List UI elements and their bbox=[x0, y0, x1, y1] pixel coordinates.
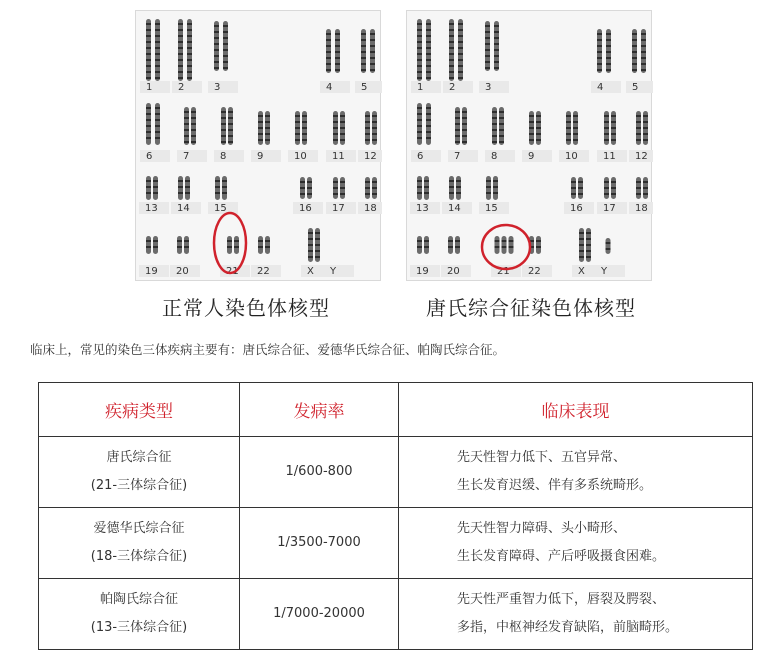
chromosome-number-label: 12 bbox=[364, 151, 377, 162]
chromosome-number-label: 15 bbox=[485, 203, 498, 214]
down-karyotype-caption: 唐氏综合征染色体核型 bbox=[426, 296, 636, 320]
chromosome-icon bbox=[155, 19, 160, 81]
chromosome-number-label: 6 bbox=[146, 151, 153, 162]
chromosome-icon bbox=[494, 21, 499, 71]
symptom-line: 先天性严重智力低下，唇裂及腭裂、 bbox=[457, 592, 666, 607]
chromosome-icon bbox=[643, 111, 648, 145]
chromosome-number-label: 3 bbox=[485, 82, 492, 93]
chromosome-number-label: 2 bbox=[178, 82, 185, 93]
chromosome-icon bbox=[215, 176, 220, 200]
symptom-cell bbox=[399, 508, 753, 579]
chromosome-icon bbox=[566, 111, 571, 145]
label-strip bbox=[355, 81, 382, 93]
symptom-line: 先天性智力低下、五官异常、 bbox=[457, 450, 627, 465]
chromosome-icon bbox=[187, 19, 192, 81]
chromosome-icon bbox=[372, 111, 377, 145]
label-strip bbox=[411, 150, 441, 162]
symptom-cell bbox=[399, 579, 753, 650]
chromosome-icon bbox=[426, 103, 431, 145]
chromosome-icon bbox=[227, 236, 232, 254]
down-karyotype-panel bbox=[406, 10, 652, 281]
chromosome-number-label: 4 bbox=[326, 82, 333, 93]
chromosome-icon bbox=[300, 177, 305, 199]
chromosome-number-label: 18 bbox=[364, 203, 377, 214]
chromosome-icon bbox=[228, 107, 233, 145]
chromosome-number-label: Y bbox=[330, 266, 337, 277]
disease-alias: (13-三体综合征) bbox=[90, 620, 188, 635]
normal-karyotype-caption: 正常人染色体核型 bbox=[162, 296, 330, 320]
incidence-cell: 1/3500-7000 bbox=[240, 508, 399, 579]
chromosome-number-label: 9 bbox=[257, 151, 264, 162]
chromosome-number-label: 18 bbox=[635, 203, 648, 214]
chromosome-icon bbox=[417, 19, 422, 81]
chromosome-icon bbox=[604, 177, 609, 199]
chromosome-icon bbox=[307, 177, 312, 199]
chromosome-icon bbox=[326, 29, 331, 73]
table-header-row bbox=[39, 383, 753, 437]
chromosome-icon bbox=[258, 236, 263, 254]
incidence-cell: 1/600-800 bbox=[240, 437, 399, 508]
chromosome-icon bbox=[177, 236, 182, 254]
chromosome-number-label: 8 bbox=[220, 151, 227, 162]
trisomy-table bbox=[38, 382, 753, 650]
chromosome-number-label: 4 bbox=[597, 82, 604, 93]
chromosome-number-label: 14 bbox=[177, 203, 190, 214]
down-karyotype-image bbox=[407, 11, 653, 282]
label-strip bbox=[251, 150, 281, 162]
incidence-cell: 1/7000-20000 bbox=[240, 579, 399, 650]
disease-name: 爱德华氏综合征 bbox=[93, 521, 185, 536]
chromosome-icon bbox=[493, 176, 498, 200]
chromosome-icon bbox=[315, 228, 320, 262]
chromosome-icon bbox=[643, 177, 648, 199]
disease-alias: (21-三体综合征) bbox=[90, 478, 188, 493]
chromosome-icon bbox=[340, 111, 345, 145]
chromosome-number-label: 17 bbox=[332, 203, 345, 214]
disease-cell bbox=[39, 437, 240, 508]
chromosome-number-label: 9 bbox=[528, 151, 535, 162]
chromosome-icon bbox=[365, 111, 370, 145]
chromosome-icon bbox=[536, 111, 541, 145]
chromosome-icon bbox=[611, 111, 616, 145]
normal-karyotype-panel bbox=[135, 10, 381, 281]
chromosome-number-label: 16 bbox=[570, 203, 583, 214]
chromosome-icon bbox=[529, 111, 534, 145]
chromosome-number-label: 22 bbox=[257, 266, 270, 277]
chromosome-icon bbox=[184, 107, 189, 145]
chromosome-icon bbox=[265, 111, 270, 145]
chromosome-icon bbox=[221, 107, 226, 145]
chromosome-number-label: 11 bbox=[603, 151, 616, 162]
chromosome-icon bbox=[573, 111, 578, 145]
chromosome-number-label: 1 bbox=[146, 82, 153, 93]
label-strip bbox=[591, 81, 621, 93]
chromosome-number-label: 5 bbox=[361, 82, 368, 93]
label-strip bbox=[522, 150, 552, 162]
label-strip bbox=[208, 81, 238, 93]
chromosome-icon bbox=[365, 177, 370, 199]
chromosome-icon bbox=[641, 29, 646, 73]
chromosome-icon bbox=[234, 236, 239, 254]
chromosome-icon bbox=[449, 176, 454, 200]
label-strip bbox=[485, 150, 515, 162]
header-clinical-features: 临床表现 bbox=[399, 383, 753, 437]
table-row bbox=[39, 579, 753, 650]
table-row bbox=[39, 437, 753, 508]
chromosome-icon bbox=[417, 236, 422, 254]
chromosome-icon bbox=[579, 228, 584, 262]
chromosome-icon bbox=[597, 29, 602, 73]
normal-karyotype-image bbox=[136, 11, 382, 282]
chromosome-icon bbox=[361, 29, 366, 73]
chromosome-icon bbox=[417, 176, 422, 200]
chromosome-icon bbox=[636, 111, 641, 145]
chromosome-icon bbox=[458, 19, 463, 81]
label-strip bbox=[324, 265, 354, 277]
chromosome-icon bbox=[223, 21, 228, 71]
chromosome-icon bbox=[502, 236, 507, 254]
chromosome-icon bbox=[222, 176, 227, 200]
label-strip bbox=[443, 81, 473, 93]
chromosome-number-label: 22 bbox=[528, 266, 541, 277]
chromosome-number-label: 11 bbox=[332, 151, 345, 162]
chromosome-icon bbox=[265, 236, 270, 254]
disease-name: 帕陶氏综合征 bbox=[99, 592, 178, 607]
label-strip bbox=[448, 150, 478, 162]
chromosome-number-label: 17 bbox=[603, 203, 616, 214]
chromosome-number-label: 13 bbox=[416, 203, 429, 214]
chromosome-icon bbox=[509, 236, 514, 254]
chromosome-icon bbox=[486, 176, 491, 200]
chromosome-icon bbox=[636, 177, 641, 199]
chromosome-number-label: 7 bbox=[183, 151, 190, 162]
chromosome-icon bbox=[333, 111, 338, 145]
table-row bbox=[39, 508, 753, 579]
chromosome-icon bbox=[295, 111, 300, 145]
chromosome-icon bbox=[178, 176, 183, 200]
chromosome-icon bbox=[153, 176, 158, 200]
label-strip bbox=[214, 150, 244, 162]
header-incidence: 发病率 bbox=[240, 383, 399, 437]
chromosome-icon bbox=[485, 21, 490, 71]
chromosome-icon bbox=[586, 228, 591, 262]
chromosome-icon bbox=[155, 103, 160, 145]
chromosome-number-label: 16 bbox=[299, 203, 312, 214]
chromosome-icon bbox=[184, 236, 189, 254]
chromosome-number-label: 2 bbox=[449, 82, 456, 93]
chromosome-icon bbox=[492, 107, 497, 145]
chromosome-icon bbox=[448, 236, 453, 254]
disease-cell bbox=[39, 579, 240, 650]
chromosome-icon bbox=[302, 111, 307, 145]
chromosome-icon bbox=[495, 236, 500, 254]
chromosome-icon bbox=[333, 177, 338, 199]
chromosome-number-label: 19 bbox=[145, 266, 158, 277]
chromosome-number-label: 14 bbox=[448, 203, 461, 214]
chromosome-number-label: 3 bbox=[214, 82, 221, 93]
chromosome-icon bbox=[258, 111, 263, 145]
chromosome-icon bbox=[578, 177, 583, 199]
chromosome-number-label: 6 bbox=[417, 151, 424, 162]
chromosome-number-label: 19 bbox=[416, 266, 429, 277]
chromosome-icon bbox=[536, 236, 541, 254]
chromosome-number-label: 1 bbox=[417, 82, 424, 93]
chromosome-number-label: 15 bbox=[214, 203, 227, 214]
chromosome-icon bbox=[335, 29, 340, 73]
symptom-cell bbox=[399, 437, 753, 508]
chromosome-icon bbox=[456, 176, 461, 200]
chromosome-icon bbox=[455, 107, 460, 145]
chromosome-number-label: 21 bbox=[226, 266, 239, 277]
disease-alias: (18-三体综合征) bbox=[90, 549, 188, 564]
chromosome-icon bbox=[449, 19, 454, 81]
symptom-line: 先天性智力障碍、头小畸形、 bbox=[457, 521, 627, 536]
label-strip bbox=[177, 150, 207, 162]
chromosome-icon bbox=[372, 177, 377, 199]
label-strip bbox=[172, 81, 202, 93]
chromosome-icon bbox=[455, 236, 460, 254]
chromosome-icon bbox=[146, 236, 151, 254]
symptom-line: 生长发育迟缓、伴有多系统畸形。 bbox=[457, 478, 653, 493]
header-disease-type: 疾病类型 bbox=[39, 383, 240, 437]
chromosome-number-label: X bbox=[307, 266, 314, 277]
chromosome-icon bbox=[146, 19, 151, 81]
chromosome-number-label: 12 bbox=[635, 151, 648, 162]
chromosome-icon bbox=[340, 177, 345, 199]
label-strip bbox=[320, 81, 350, 93]
chromosome-icon bbox=[606, 238, 611, 254]
label-strip bbox=[479, 81, 509, 93]
chromosome-icon bbox=[462, 107, 467, 145]
chromosome-icon bbox=[308, 228, 313, 262]
chromosome-icon bbox=[604, 111, 609, 145]
chromosome-icon bbox=[424, 236, 429, 254]
chromosome-icon bbox=[214, 21, 219, 71]
chromosome-icon bbox=[370, 29, 375, 73]
intro-text: 临床上，常见的染色三体疾病主要有：唐氏综合征、爱德华氏综合征、帕陶氏综合征。 bbox=[30, 342, 506, 357]
chromosome-icon bbox=[191, 107, 196, 145]
chromosome-icon bbox=[153, 236, 158, 254]
symptom-line: 生长发育障碍、产后呼吸摄食困难。 bbox=[457, 549, 666, 564]
chromosome-number-label: 20 bbox=[447, 266, 460, 277]
chromosome-icon bbox=[417, 103, 422, 145]
chromosome-icon bbox=[185, 176, 190, 200]
disease-cell bbox=[39, 508, 240, 579]
chromosome-number-label: 5 bbox=[632, 82, 639, 93]
label-strip bbox=[140, 81, 170, 93]
chromosome-icon bbox=[611, 177, 616, 199]
chromosome-icon bbox=[146, 103, 151, 145]
chromosome-number-label: Y bbox=[601, 266, 608, 277]
disease-name: 唐氏综合征 bbox=[106, 450, 172, 465]
chromosome-icon bbox=[499, 107, 504, 145]
label-strip bbox=[595, 265, 625, 277]
chromosome-number-label: 10 bbox=[565, 151, 578, 162]
chromosome-number-label: 10 bbox=[294, 151, 307, 162]
label-strip bbox=[140, 150, 170, 162]
chromosome-number-label: 13 bbox=[145, 203, 158, 214]
chromosome-number-label: 7 bbox=[454, 151, 461, 162]
chromosome-icon bbox=[424, 176, 429, 200]
label-strip bbox=[411, 81, 441, 93]
chromosome-icon bbox=[146, 176, 151, 200]
chromosome-number-label: 20 bbox=[176, 266, 189, 277]
chromosome-icon bbox=[178, 19, 183, 81]
chromosome-number-label: 21 bbox=[497, 266, 510, 277]
label-strip bbox=[626, 81, 653, 93]
symptom-line: 多指，中枢神经发育缺陷，前脑畸形。 bbox=[457, 620, 679, 635]
chromosome-number-label: X bbox=[578, 266, 585, 277]
chromosome-icon bbox=[426, 19, 431, 81]
chromosome-number-label: 8 bbox=[491, 151, 498, 162]
chromosome-icon bbox=[571, 177, 576, 199]
chromosome-icon bbox=[632, 29, 637, 73]
chromosome-icon bbox=[606, 29, 611, 73]
